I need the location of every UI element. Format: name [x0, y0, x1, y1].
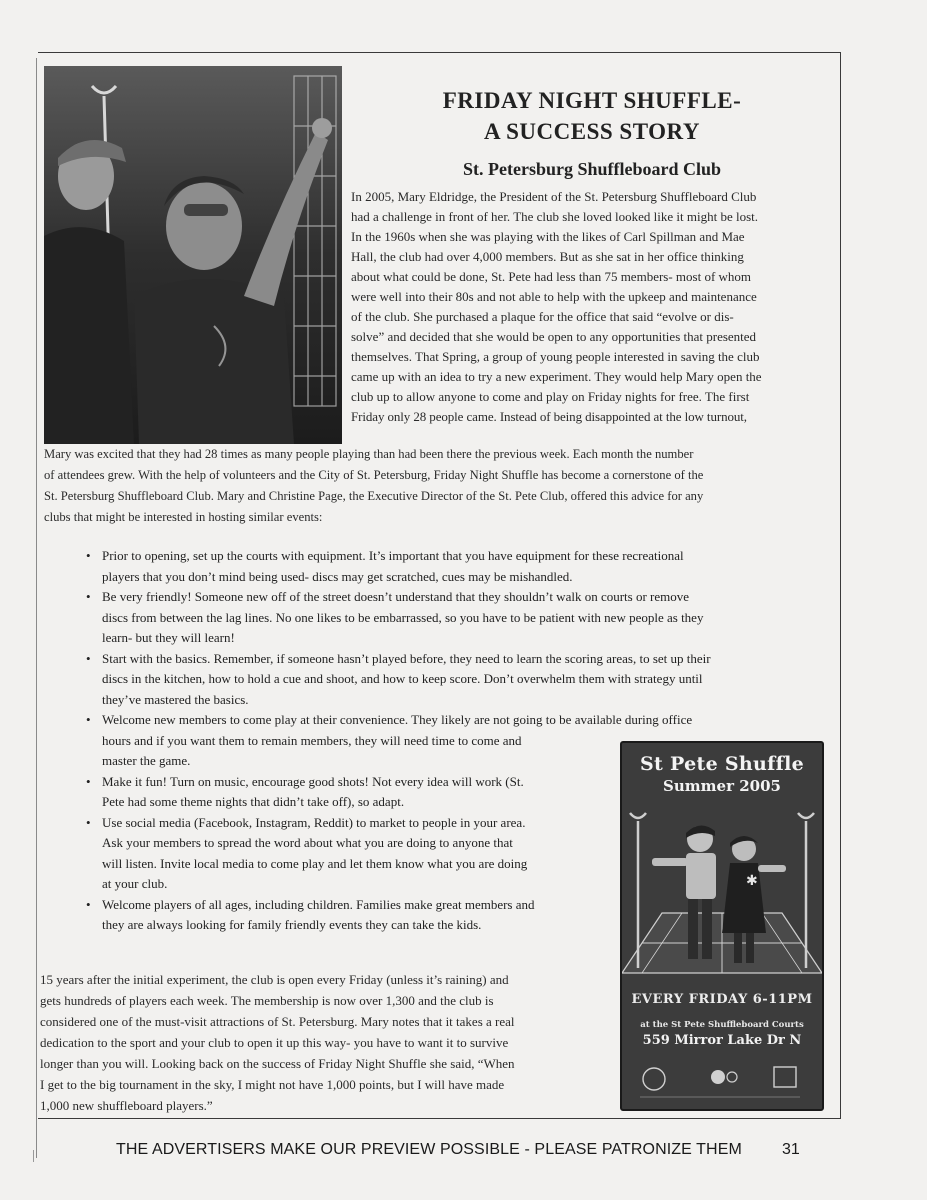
closing-line: dedication to the sport and your club to open it up this way- you have to want it to survive: [40, 1035, 509, 1050]
poster-location: at the St Pete Shuffleboard Courts: [640, 1020, 804, 1030]
advice-item: [86, 587, 711, 649]
advice-line: Ask your members to spread the word about what you are doing to anyone that: [102, 835, 513, 850]
sponsor-logo-1-icon: [643, 1068, 665, 1090]
poster-title: St Pete Shuffle: [640, 753, 804, 775]
advice-line: • Start with the basics. Remember, if someone hasn’t played before, they need to learn the scoring areas, to set up their: [102, 650, 711, 666]
advice-line: • Make it fun! Turn on music, encourage good shots! Not every idea will work (St.: [102, 773, 524, 789]
advice-line: • Welcome players of all ages, including children. Families make great members and: [102, 896, 535, 912]
intro-line: In the 1960s when she was playing with the likes of Carl Spillman and Mae: [351, 229, 745, 244]
intro-line: Friday only 28 people came. Instead of being disappointed at the low turnout,: [351, 409, 747, 424]
intro-line: came up with an idea to try a new experiment. They would help Mary open the: [351, 369, 762, 384]
advice-line: Pete had some theme nights that didn’t take off), so adapt.: [102, 794, 405, 809]
intro-line: Hall, the club had over 4,000 members. But as she sat in her office thinking: [351, 249, 744, 264]
advice-line: will listen. Invite local media to come play and let them know what you are doing: [102, 855, 528, 871]
closing-line: longer than you will. Looking back on the success of Friday Night Shuffle she said, “When: [40, 1056, 515, 1071]
margin-mark: [33, 1150, 34, 1162]
advice-list: [86, 546, 711, 936]
closing-line: considered one of the must-visit attractions of St. Petersburg. Mary notes that it takes a real: [40, 1014, 515, 1029]
advice-line: • Use social media (Facebook, Instagram, Reddit) to market to people in your area.: [102, 814, 526, 830]
advice-line: • Be very friendly! Someone new off of the street doesn’t understand that they shouldn’t walk on courts or remove: [102, 589, 690, 604]
advice-line: learn- but they will learn!: [102, 630, 235, 645]
advice-line: discs from between the lag lines. No one likes to be embarrassed, so you have to be patient with new people as they: [102, 609, 704, 625]
intro-line: In 2005, Mary Eldridge, the President of the St. Petersburg Shuffleboard Club: [351, 189, 757, 204]
advice-line: they are always looking for family friendly events they can take the kids.: [102, 917, 482, 932]
intro-line: solve” and decided that she would be open to any opportunities that presented: [351, 329, 757, 344]
advice-line: • Welcome new members to come play at their convenience. They likely are not going to be available during office: [102, 712, 693, 727]
body-line: clubs that might be interested in hosting similar events:: [44, 510, 323, 524]
intro-line: club up to allow anyone to come and play on Friday nights for free. The first: [351, 389, 750, 404]
advice-line: they’ve mastered the basics.: [102, 691, 249, 707]
intro-line: themselves. That Spring, a group of young people interested in saving the club: [351, 349, 760, 364]
poster-subtitle: Summer 2005: [663, 777, 781, 795]
closing-line: I get to the big tournament in the sky, I might not have 1,000 points, but I will have made: [40, 1077, 505, 1092]
svg-text:✱: ✱: [746, 873, 758, 889]
advice-item: [86, 546, 711, 587]
advice-line: players that you don’t mind being used- discs may get scratched, cues may be mishandled.: [102, 568, 573, 584]
poster-address: 559 Mirror Lake Dr N: [642, 1033, 802, 1048]
poster-schedule: EVERY FRIDAY 6-11PM: [631, 992, 813, 1007]
advice-item: [86, 895, 711, 936]
poster-sponsor-logos: [632, 1061, 808, 1101]
advice-line: at your club.: [102, 876, 168, 891]
page-number: 31: [782, 1141, 800, 1158]
article-subtitle: St. Petersburg Shuffleboard Club: [462, 159, 722, 179]
intro-line: about what could be done, St. Pete had less than 75 members- most of whom: [351, 269, 752, 284]
advice-item: [86, 772, 711, 813]
body-line: of attendees grew. With the help of volunteers and the City of St. Petersburg, Friday Night Shuffle has become a cornerstone of the: [44, 468, 704, 482]
photo-illustration: [44, 66, 342, 444]
article-photo: [44, 66, 342, 444]
advice-item: [86, 710, 711, 772]
advice-line: hours and if you want them to remain members, they will need time to come and: [102, 732, 522, 748]
intro-line: were well into their 80s and not able to help with the upkeep and maintenance: [351, 289, 757, 304]
advice-item: [86, 649, 711, 711]
page-footer: THE ADVERTISERS MAKE OUR PREVIEW POSSIBLE - PLEASE PATRONIZE THEM: [116, 1141, 742, 1158]
advice-item: [86, 813, 711, 895]
body-line: St. Petersburg Shuffleboard Club. Mary and Christine Page, the Executive Director of the St. Pete Club, offered this advice for any: [44, 489, 704, 503]
intro-line: had a challenge in front of her. The club she loved looked like it might be lost.: [351, 209, 758, 224]
poster-illustration: [622, 803, 822, 983]
sponsor-logo-2-icon: [711, 1070, 725, 1084]
closing-line: 1,000 new shuffleboard players.”: [40, 1098, 213, 1113]
frame-left-rule: [36, 58, 37, 1158]
sponsor-logo-3-icon: [774, 1067, 796, 1087]
title-line-1: FRIDAY NIGHT SHUFFLE-: [442, 88, 742, 113]
intro-line: of the club. She purchased a plaque for the office that said “evolve or dis-: [351, 309, 734, 324]
title-line-2: A SUCCESS STORY: [484, 119, 700, 144]
advice-line: discs in the kitchen, how to hold a cue and shoot, and how to keep score. Don’t overwhelm them with strategy until: [102, 671, 703, 686]
event-poster: [620, 741, 824, 1111]
article-title: [362, 85, 822, 147]
advice-line: • Prior to opening, set up the courts with equipment. It’s important that you have equipment for these recreational: [102, 548, 684, 563]
advice-line: master the game.: [102, 753, 191, 768]
closing-line: 15 years after the initial experiment, the club is open every Friday (unless it’s raining) and: [40, 972, 509, 987]
closing-line: gets hundreds of players each week. The membership is now over 1,300 and the club is: [40, 993, 494, 1008]
body-line: Mary was excited that they had 28 times as many people playing than had been there the previous week. Each month the number: [44, 447, 694, 461]
